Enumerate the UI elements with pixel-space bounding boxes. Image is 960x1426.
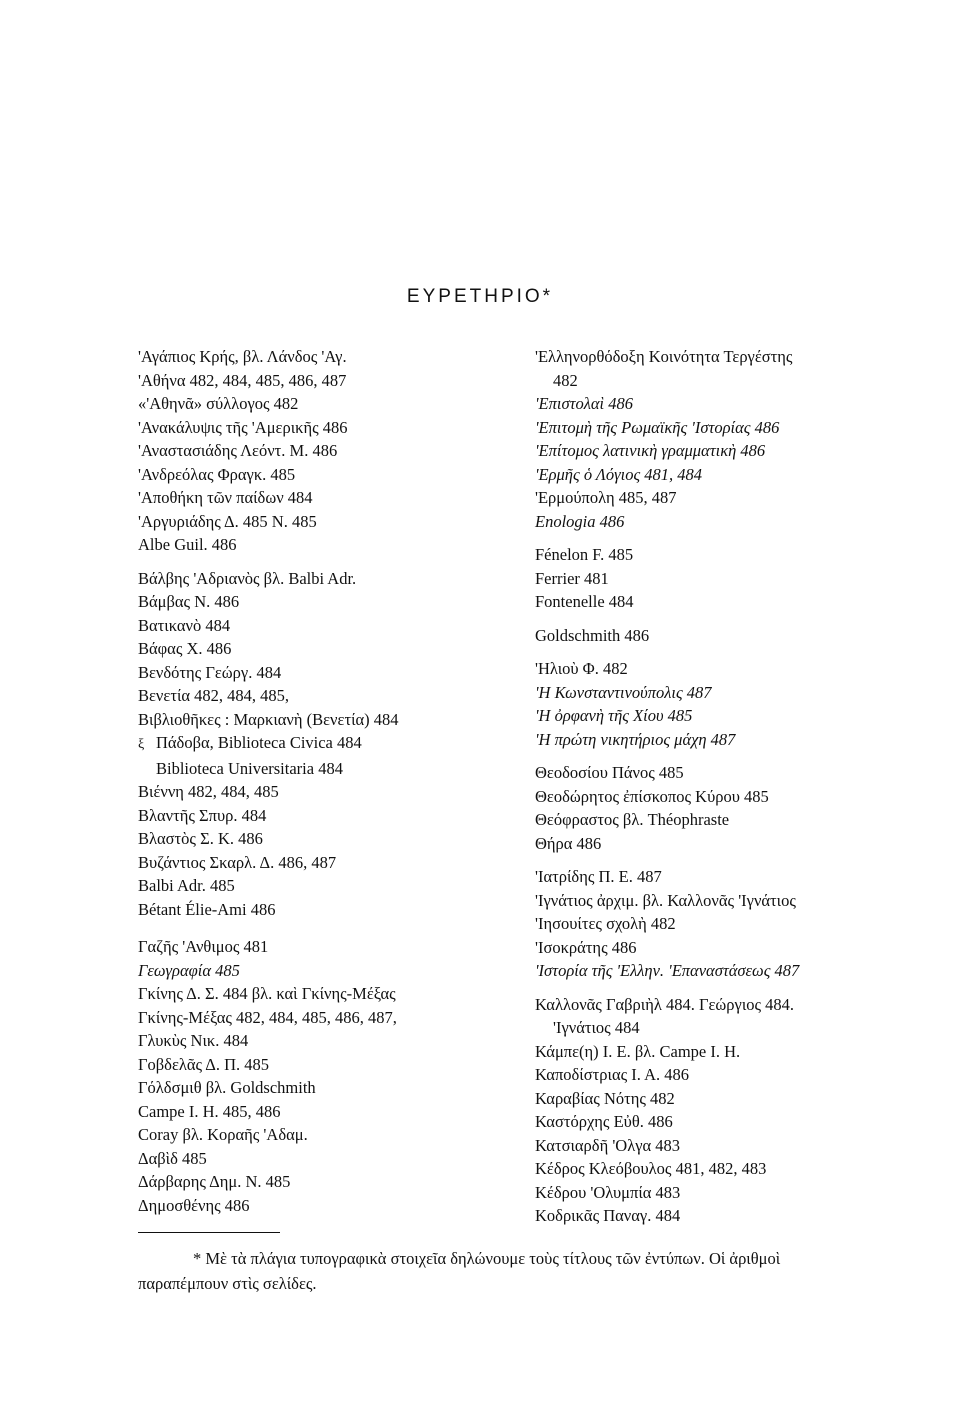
index-entry: Βάμβας Ν. 486: [138, 592, 240, 611]
index-subentry: [138, 731, 498, 757]
index-entry: Βλαστὸς Σ. Κ. 486: [138, 829, 263, 848]
index-entry: Albe Guil. 486: [138, 535, 237, 554]
index-entry: Γόλδσμιθ βλ. Goldschmith: [138, 1078, 316, 1097]
index-entry: 'Ιγνάτιος ἀρχιμ. βλ. Καλλονᾶς 'Ιγνάτιος: [535, 890, 796, 910]
index-entry: Fénelon F. 485: [535, 545, 634, 564]
index-entry: Goldschmith 486: [535, 625, 650, 645]
index-entry: Κοδρικᾶς Παναγ. 484: [535, 1206, 681, 1225]
margin-mark: ξ: [138, 737, 145, 752]
index-entry-title: 'Επίτομος λατινικὴ γραμματικὴ 486: [535, 441, 766, 460]
index-entry: Βάλβης 'Αδριανὸς βλ. Balbi Adr.: [138, 568, 357, 588]
index-entry: Θεόφραστος βλ. Théophraste: [535, 810, 730, 829]
index-column-right: [535, 345, 875, 1228]
index-entry: Βάφας Χ. 486: [138, 639, 232, 658]
index-entry: «'Αθηνᾶ» σύλλογος 482: [138, 394, 299, 413]
index-entry-title: 'Η Κωνσταντινούπολις 487: [535, 682, 712, 702]
index-entry: Βενετία 482, 484, 485,: [138, 686, 290, 705]
index-entry: 'Ισοκράτης 486: [535, 937, 637, 957]
index-entry: Βιβλιοθῆκες : Μαρκιανὴ (Βενετία) 484: [138, 709, 399, 729]
index-entry: Βυζάντιος Σκαρλ. Δ. 486, 487: [138, 852, 337, 872]
index-entry-title: 'Ερμῆς ὁ Λόγιος 481, 484: [535, 464, 703, 484]
index-entry-continuation: 482: [553, 370, 578, 390]
index-entry-title: Γεωγραφία 485: [138, 960, 240, 980]
index-entry: Βιέννη 482, 484, 485: [138, 782, 279, 801]
index-entry: Campe I. H. 485, 486: [138, 1101, 281, 1121]
index-entry: 'Ανδρεόλας Φραγκ. 485: [138, 464, 296, 484]
index-entry: Θήρα 486: [535, 833, 602, 853]
index-entry: Βατικανὸ 484: [138, 615, 231, 635]
index-entry: 'Ερμούπολη 485, 487: [535, 488, 677, 507]
index-entry: 'Ιησουίτες σχολὴ 482: [535, 914, 676, 933]
index-entry-title: Enologia 486: [535, 511, 625, 531]
index-entry: 'Αγάπιος Κρής, βλ. Λάνδος 'Αγ.: [138, 347, 347, 366]
index-entry-title: 'Επιτομὴ τῆς Ρωμαϊκῆς 'Ιστορίας 486: [535, 417, 780, 437]
index-entry-title: 'Η ὀρφανὴ τῆς Χίου 485: [535, 706, 693, 725]
index-column-left: [138, 345, 498, 1217]
index-entry: Γλυκὺς Νικ. 484: [138, 1031, 249, 1050]
index-entry: Κέδρος Κλεόβουλος 481, 482, 483: [535, 1159, 767, 1178]
index-entry-title: 'Ιστορία τῆς 'Ελλην. 'Επαναστάσεως 487: [535, 961, 800, 980]
index-entry-title: 'Η πρώτη νικητήριος μάχη 487: [535, 729, 736, 749]
page-title: ΕΥΡΕΤΗΡΙΟ*: [406, 286, 554, 307]
index-entry: Καλλονᾶς Γαβριὴλ 484. Γεώργιος 484.: [535, 994, 795, 1014]
index-entry: 'Αθήνα 482, 484, 485, 486, 487: [138, 370, 347, 390]
index-entry: Κάμπε(η) Ι. Ε. βλ. Campe I. H.: [535, 1041, 741, 1061]
index-entry: Καποδίστριας Ι. Α. 486: [535, 1065, 689, 1084]
index-subentry: Biblioteca Universitaria 484: [156, 758, 343, 778]
index-entry: 'Ανακάλυψις τῆς 'Αμερικῆς 486: [138, 417, 348, 437]
index-entry: 'Ηλιοὺ Φ. 482: [535, 659, 628, 678]
index-entry-title: 'Επιστολαὶ 486: [535, 394, 634, 413]
index-entry: Ferrier 481: [535, 568, 609, 588]
footnote-divider: [138, 1232, 280, 1233]
index-entry: Δάρβαρης Δημ. Ν. 485: [138, 1172, 291, 1191]
index-entry: 'Αργυριάδης Δ. 485 Ν. 485: [138, 511, 317, 531]
index-subentry-text: Πάδοβα, Biblioteca Civica 484: [156, 733, 362, 752]
index-entry: Γκίνης Δ. Σ. 484 βλ. καὶ Γκίνης-Μέξας: [138, 984, 396, 1003]
footnote: * Μὲ τὰ πλάγια τυπογραφικὰ στοιχεῖα δηλώνουμε τοὺς τίτλους τῶν ἐντύπων. Οἱ ἀριθμοὶ παραπέμπουν στὶς σελίδες.: [138, 1249, 781, 1293]
index-entry: 'Αναστασιάδης Λεόντ. Μ. 486: [138, 441, 338, 460]
index-entry: Κέδρου 'Ολυμπία 483: [535, 1182, 681, 1202]
index-entry: Fontenelle 484: [535, 592, 634, 611]
index-entry: Γοβδελᾶς Δ. Π. 485: [138, 1054, 270, 1074]
index-entry: Δημοσθένης 486: [138, 1195, 250, 1215]
index-entry: Βενδότης Γεώργ. 484: [138, 662, 282, 682]
index-entry: Θεοδώρητος ἐπίσκοπος Κύρου 485: [535, 786, 769, 806]
index-entry: Bétant Élie-Ami 486: [138, 899, 276, 919]
index-entry: Καραβίας Νότης 482: [535, 1088, 675, 1108]
index-entry: Δαβὶδ 485: [138, 1148, 207, 1168]
index-entry: Θεοδοσίου Πάνος 485: [535, 763, 684, 782]
index-entry: Κατσιαρδῆ 'Ολγα 483: [535, 1135, 681, 1155]
index-entry: Balbi Adr. 485: [138, 876, 235, 895]
index-entry: Βλαντῆς Σπυρ. 484: [138, 805, 267, 825]
index-entry: Γκίνης-Μέξας 482, 484, 485, 486, 487,: [138, 1007, 397, 1027]
index-entry: Καστόρχης Εὐθ. 486: [535, 1112, 673, 1131]
index-entry: 'Αποθήκη τῶν παίδων 484: [138, 488, 313, 507]
index-entry: Coray βλ. Κοραῆς 'Αδαμ.: [138, 1125, 308, 1144]
index-entry: 'Ελληνορθόδοξη Κοινότητα Τεργέστης: [535, 347, 793, 366]
index-entry: Γαζῆς 'Ανθιμος 481: [138, 937, 269, 956]
index-entry: 'Ιατρίδης Π. Ε. 487: [535, 867, 662, 886]
index-entry-continuation: 'Ιγνάτιος 484: [553, 1018, 640, 1037]
